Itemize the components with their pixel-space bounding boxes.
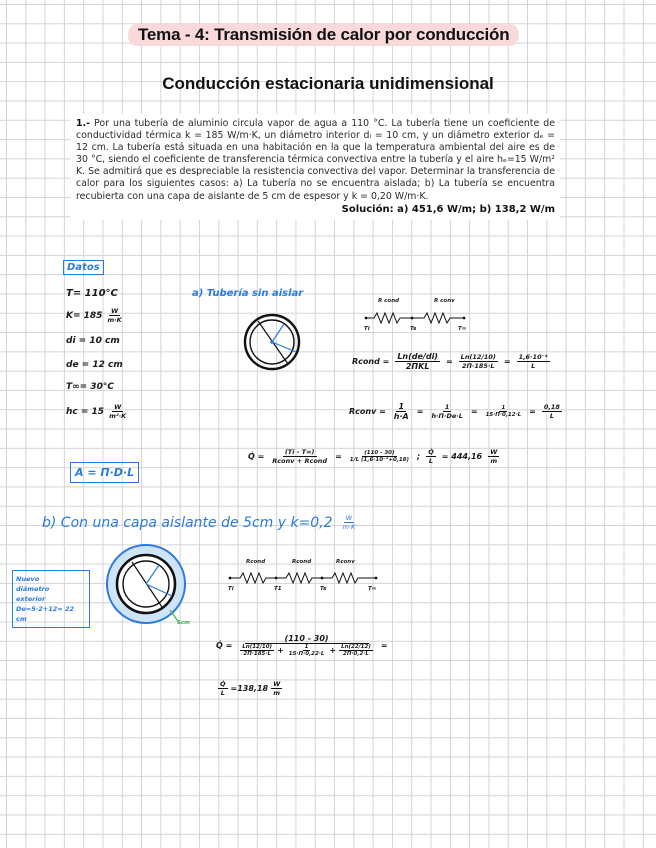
label-rconv-a: R conv <box>434 298 455 304</box>
datos-heading: Datos <box>63 260 104 275</box>
insulation-thickness-label: 5cm <box>177 620 190 626</box>
heat-transfer-result-b: $\frac{Q̇}{L}$ =138,18 $\frac{W}{m}$ <box>220 680 281 697</box>
dato-convection-coefficient: hc = 15 $\frac{W}{\text{m²·K}}$ <box>66 403 127 420</box>
thermal-resistance-circuit-a <box>366 310 466 326</box>
dato-conductivity: K= 185 $\frac{W}{m\cdot K}$ <box>66 307 122 324</box>
label-r2-b: Rcond <box>292 559 312 565</box>
dato-ambient-temperature: T∞= 30°C <box>66 382 114 392</box>
label-ts-a: Ts <box>410 326 417 332</box>
label-r1-b: Rcond <box>246 559 266 565</box>
label-r3-b: Rconv <box>336 559 355 565</box>
label-t1-b: T1 <box>274 586 282 592</box>
new-diameter-note: Nuevo diámetro exterior De=5·2+12= 22 cm <box>12 570 90 628</box>
area-formula-box: A = Π·D·L <box>70 462 139 483</box>
heat-transfer-equation-b: Q̇ = (110 - 30) $\frac{Ln(12/10)}{2\Pi\cdot 185\cdot L}$ + $\frac{1}{15\cdot\Pi\cdot 0,22\cdot L}$ + $\frac{Ln(22/12)}{2\Pi\cdot 0,2\cdot L}$ = <box>216 634 388 657</box>
heat-transfer-equation-a: Q̇ = $\frac{(Ti - T\infty)}{\text{Rconv + Rcond}}$ = $\frac{(110 - 30)}{\text{1/L (1,6·10⁻⁴+0,18)}}$ ; $\frac{Q̇}{L}$ = 444,16 $\frac{W}{m}$ <box>248 448 498 465</box>
label-rcond-a: R cond <box>378 298 400 304</box>
part-a-heading: a) Tubería sin aislar <box>192 288 304 299</box>
dato-inner-diameter: di = 10 cm <box>66 336 120 346</box>
problem-text: Por una tubería de aluminio circula vapor de agua a 110 °C. La tubería tiene un coeficiente de conductividad térmica k = 185 W/m·K, un diámetro interior dᵢ = 10 cm, y un diámetro exterior dₑ = 12 cm. La tubería está situada en una habitación en la que la temperatura ambiental del aire es de 30 °C, siendo el coeficiente de transferencia térmica convectiva entre la tubería y el aire hₑ=15 W/m² K. Se admitirá que es despreciable la resistencia convectiva del vapor. Determinar la transferencia de calor para los siguientes casos: a) La tubería no se encuentra aislada; b) La tubería se encuentra recubierta con una capa de aislante de 5 cm de espesor y k = 0,20 W/m·K. <box>76 118 555 202</box>
label-ti-b: Ti <box>228 586 234 592</box>
label-tinf-a: T∞ <box>458 326 467 332</box>
dato-temperature: T= 110°C <box>66 288 118 299</box>
label-ti-a: Ti <box>364 326 370 332</box>
label-tinf-b: T∞ <box>368 586 377 592</box>
rcond-equation-a: Rcond = $\frac{Ln(de/di)}{\text{2ΠKL}}$ = $\frac{Ln(12/10)}{2\Pi\cdot 185\cdot L}$ = $\frac{\text{1,6·10⁻⁴}}{L}$ <box>352 352 548 371</box>
page-title: Tema - 4: Transmisión de calor por conducción <box>128 24 519 46</box>
pipe-cross-section-diagram <box>242 312 302 372</box>
problem-statement <box>70 114 560 220</box>
section-subtitle: Conducción estacionaria unidimensional <box>162 74 494 93</box>
thermal-resistance-circuit-b <box>230 570 380 586</box>
problem-number: 1.- <box>76 118 90 129</box>
rconv-equation-a: Rconv = $\frac{1}{h\cdot A}$ = $\frac{1}{h\cdot\Pi\cdot De\cdot L}$ = $\frac{1}{15\cdot\Pi\cdot 0,12\cdot L}$ = $\frac{0,18}{L}$ <box>349 402 560 421</box>
dato-outer-diameter: de = 12 cm <box>66 360 123 370</box>
part-b-heading: b) Con una capa aislante de 5cm y k=0,2 $\frac{W}{m\cdot K}$ <box>42 514 356 531</box>
problem-solution: Solución: a) 451,6 W/m; b) 138,2 W/m <box>341 203 555 215</box>
label-ts-b: Ts <box>320 586 327 592</box>
